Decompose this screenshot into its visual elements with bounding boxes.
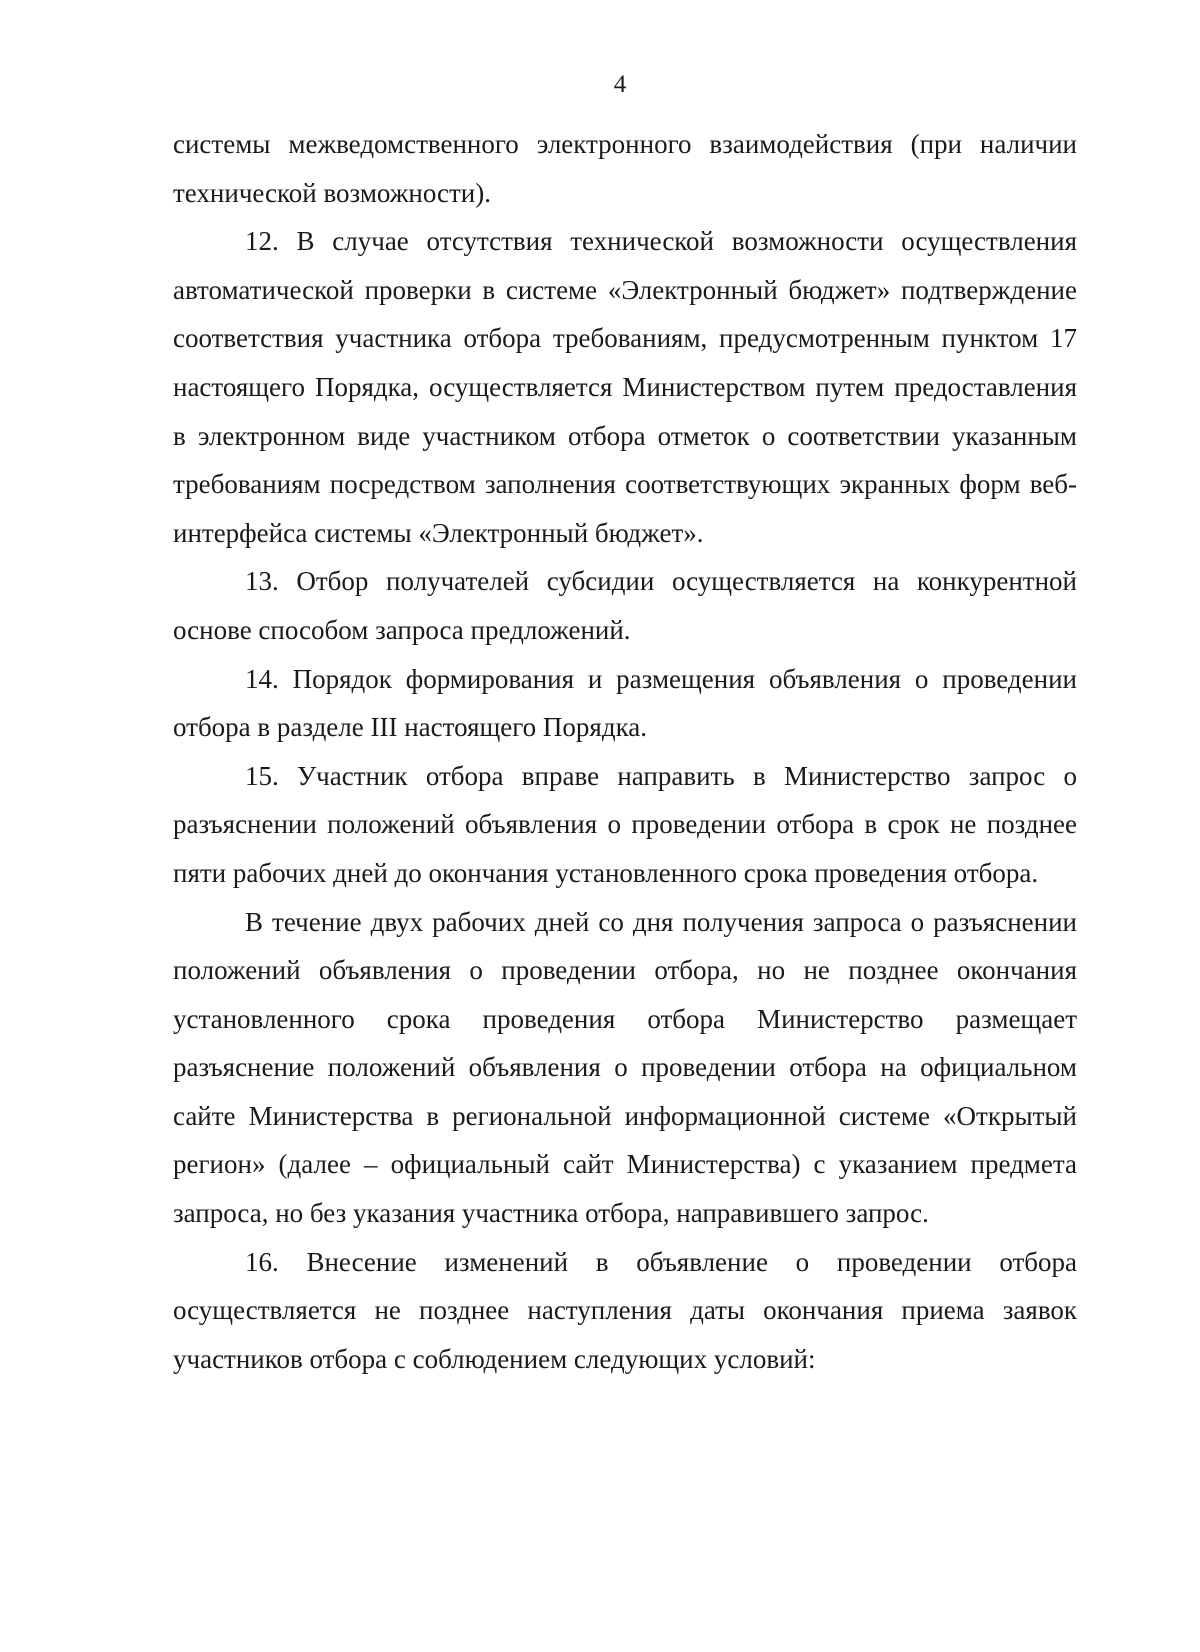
paragraph-16: 16. Внесение изменений в объявление о проведении отбора осуществляется не позднее наступления даты окончания приема заявок участников отбора с соблюдением следующих условий: bbox=[173, 1246, 1077, 1374]
paragraph-15-continuation: В течение двух рабочих дней со дня получения запроса о разъяснении положений объявления о проведении отбора, но не позднее окончания установленного срока проведения отбора Министерство размещает разъяснение положений объявления о проведении отбора на официальном сайте Министерства в региональной информационной системе «Открытый регион» (далее – официальный сайт Министерства) с указанием предмета запроса, но без указания участника отбора, направившего запрос. bbox=[173, 906, 1077, 1229]
paragraph-15: 15. Участник отбора вправе направить в Министерство запрос о разъяснении положений объявления о проведении отбора в срок не позднее пяти рабочих дней до окончания установленного срока проведения отбора. bbox=[173, 760, 1077, 888]
document-body bbox=[173, 120, 1077, 1383]
paragraph-14: 14. Порядок формирования и размещения объявления о проведении отбора в разделе III настоящего Порядка. bbox=[173, 663, 1077, 743]
paragraph-12: 12. В случае отсутствия технической возможности осуществления автоматической проверки в системе «Электронный бюджет» подтверждение соответствия участника отбора требованиям, предусмотренным пунктом 17 настоящего Порядка, осуществляется Министерством путем предоставления в электронном виде участником отбора отметок о соответствии указанным требованиям посредством заполнения соответствующих экранных форм веб-интерфейса системы «Электронный бюджет». bbox=[173, 226, 1077, 548]
paragraph-continuation: системы межведомственного электронного взаимодействия (при наличии технической возможности). bbox=[173, 129, 1077, 208]
paragraph-13: 13. Отбор получателей субсидии осуществляется на конкурентной основе способом запроса предложений. bbox=[173, 566, 1077, 645]
page-number: 4 bbox=[613, 71, 627, 98]
